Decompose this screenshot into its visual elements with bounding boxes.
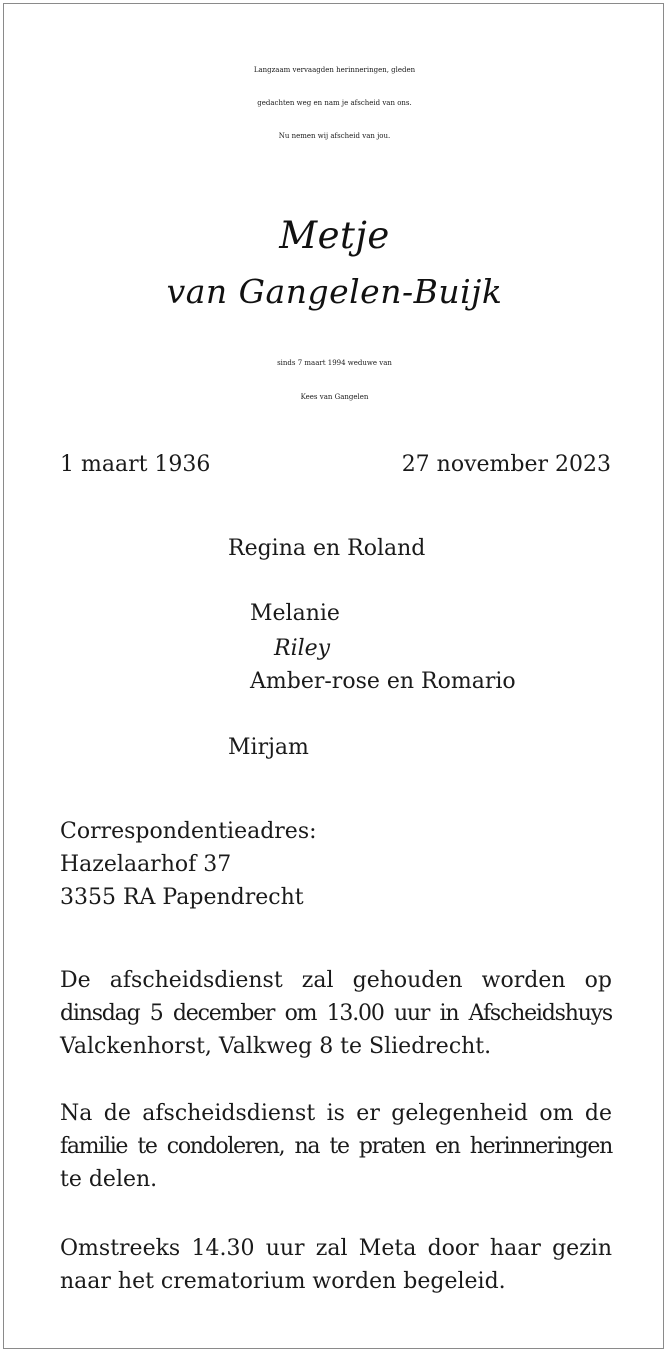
service-line-3: Valckenhorst, Valkweg 8 te Sliedrecht.	[60, 1034, 492, 1059]
family-grandchild-2: Amber-rose en Romario	[250, 669, 516, 694]
crematorium-paragraph	[60, 1232, 612, 1298]
address-street: Hazelaarhof 37	[60, 852, 232, 877]
address-label: Correspondentieadres:	[60, 819, 317, 844]
deceased-last-name: van Gangelen-Buijk	[166, 272, 503, 311]
family-child-1: Regina en Roland	[228, 536, 426, 561]
condolence-line-3: te delen.	[60, 1167, 158, 1192]
death-date: 27 november 2023	[401, 452, 611, 477]
family-grandchild-1: Melanie	[250, 601, 340, 626]
service-line-2: dinsdag 5 december om 13.00 uur in Afscheidshuys	[60, 1001, 612, 1026]
poem-line-1: Langzaam vervaagden herinneringen, gleden	[253, 66, 416, 74]
deceased-first-name: Metje	[279, 214, 390, 257]
crematorium-line-2: naar het crematorium worden begeleid.	[60, 1269, 506, 1294]
condolence-line-1: Na de afscheidsdienst is er gelegenheid om de	[60, 1101, 612, 1126]
poem-line-2: gedachten weg en nam je afscheid van ons.	[257, 99, 412, 107]
family-great-grandchild: Riley	[274, 636, 331, 661]
poem-line-3: Nu nemen wij afscheid van jou.	[278, 132, 391, 140]
address-city: 3355 RA Papendrecht	[60, 885, 304, 910]
service-paragraph	[60, 964, 612, 1063]
widow-line-2: Kees van Gangelen	[300, 393, 369, 401]
crematorium-line-1: Omstreeks 14.30 uur zal Meta door haar gezin	[60, 1236, 612, 1261]
widow-line-1: sinds 7 maart 1994 weduwe van	[277, 359, 392, 367]
condolence-paragraph	[60, 1097, 612, 1196]
service-line-1: De afscheidsdienst zal gehouden worden op	[60, 968, 612, 993]
family-child-2: Mirjam	[228, 735, 309, 760]
birth-date: 1 maart 1936	[60, 452, 211, 477]
condolence-line-2: familie te condoleren, na te praten en herinneringen	[60, 1134, 612, 1159]
